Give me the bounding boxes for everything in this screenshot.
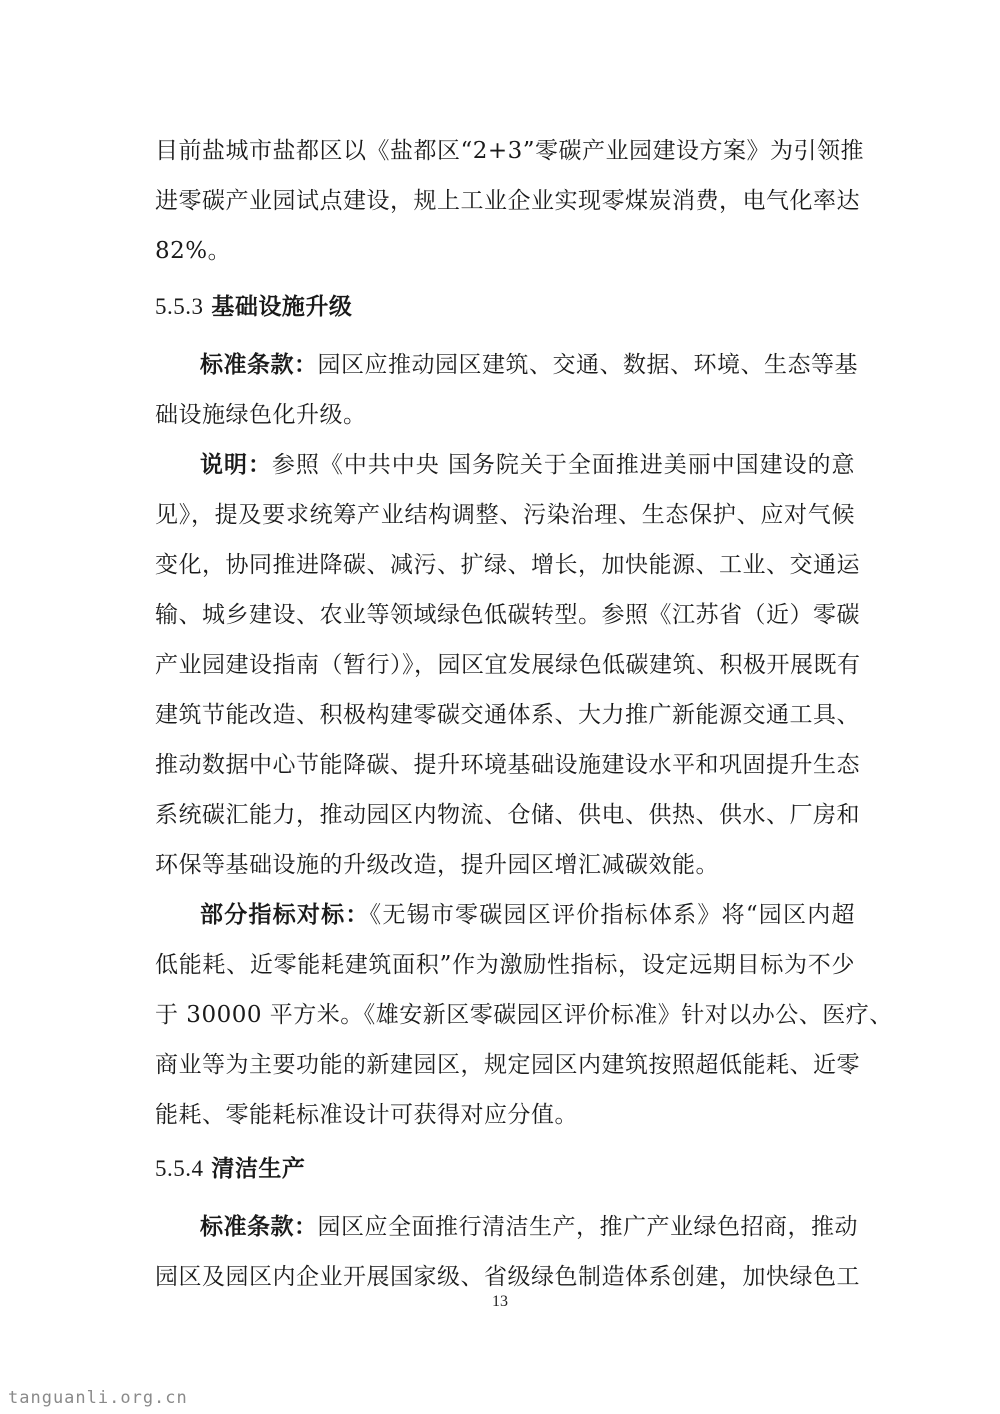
- section-553-benchmark-line-4: 商业等为主要功能的新建园区，规定园区内建筑按照超低能耗、近零: [155, 1052, 860, 1078]
- section-554-number: 5.5.4: [155, 1156, 204, 1181]
- intro-line-2: 进零碳产业园试点建设，规上工业企业实现零煤炭消费，电气化率达: [155, 188, 860, 214]
- section-554-title: 清洁生产: [211, 1155, 306, 1182]
- section-553-note-line-8: 系统碳汇能力，推动园区内物流、仓储、供电、供热、供水、厂房和: [155, 802, 860, 828]
- section-553-note-line-9: 环保等基础设施的升级改造，提升园区增汇减碳效能。: [155, 852, 719, 878]
- section-553-number: 5.5.3: [155, 294, 204, 319]
- section-553-note-line-2: 见》，提及要求统筹产业结构调整、污染治理、生态保护、应对气候: [155, 502, 855, 528]
- section-553-note-label: 说明：: [200, 451, 272, 478]
- section-553-note-text-1: 参照《中共中央 国务院关于全面推进美丽中国建设的意: [271, 452, 856, 478]
- site-watermark: tanguanli.org.cn: [8, 1388, 188, 1408]
- section-553-benchmark-line-2: 低能耗、近零能耗建筑面积”作为激励性指标，设定远期目标为不少: [155, 952, 855, 978]
- section-553-benchmark-line-3: 于 30000 平方米。《雄安新区零碳园区评价标准》针对以办公、医疗、: [155, 1002, 893, 1028]
- section-553-title: 基础设施升级: [211, 293, 353, 320]
- section-554-clause-line-2: 园区及园区内企业开展国家级、省级绿色制造体系创建，加快绿色工: [155, 1264, 860, 1290]
- section-553-benchmark-line-5: 能耗、零能耗标准设计可获得对应分值。: [155, 1102, 578, 1128]
- section-554-clause-label: 标准条款：: [200, 1213, 318, 1240]
- section-553-note-line-1: [200, 450, 855, 480]
- section-553-clause-line-2: 础设施绿色化升级。: [155, 402, 367, 428]
- section-553-benchmark-text-1: 《无锡市零碳园区评价指标体系》将“园区内超: [369, 902, 856, 928]
- section-554-clause-line-1: [200, 1212, 858, 1242]
- intro-line-3: 82%。: [155, 238, 232, 264]
- section-553-benchmark-line-1: [200, 900, 855, 930]
- section-554-heading: [155, 1154, 855, 1184]
- section-553-note-line-7: 推动数据中心节能降碳、提升环境基础设施建设水平和巩固提升生态: [155, 752, 860, 778]
- section-553-note-line-6: 建筑节能改造、积极构建零碳交通体系、大力推广新能源交通工具、: [155, 702, 860, 728]
- intro-line-1: 目前盐城市盐都区以《盐都区“2+3”零碳产业园建设方案》为引领推: [155, 138, 865, 164]
- section-553-heading: [155, 292, 855, 322]
- section-553-note-line-5: 产业园建设指南（暂行）》，园区宜发展绿色低碳建筑、积极开展既有: [155, 652, 861, 678]
- section-553-benchmark-label: 部分指标对标：: [200, 901, 370, 928]
- section-553-note-line-4: 输、城乡建设、农业等领域绿色低碳转型。参照《江苏省（近）零碳: [155, 602, 860, 628]
- section-553-clause-text-1: 园区应推动园区建筑、交通、数据、环境、生态等基: [317, 352, 858, 378]
- section-554-clause-text-1: 园区应全面推行清洁生产，推广产业绿色招商，推动: [317, 1214, 858, 1240]
- section-553-clause-label: 标准条款：: [200, 351, 318, 378]
- section-553-note-line-3: 变化，协同推进降碳、减污、扩绿、增长，加快能源、工业、交通运: [155, 552, 860, 578]
- page-number: 13: [492, 1293, 508, 1310]
- section-553-clause-line-1: [200, 350, 858, 380]
